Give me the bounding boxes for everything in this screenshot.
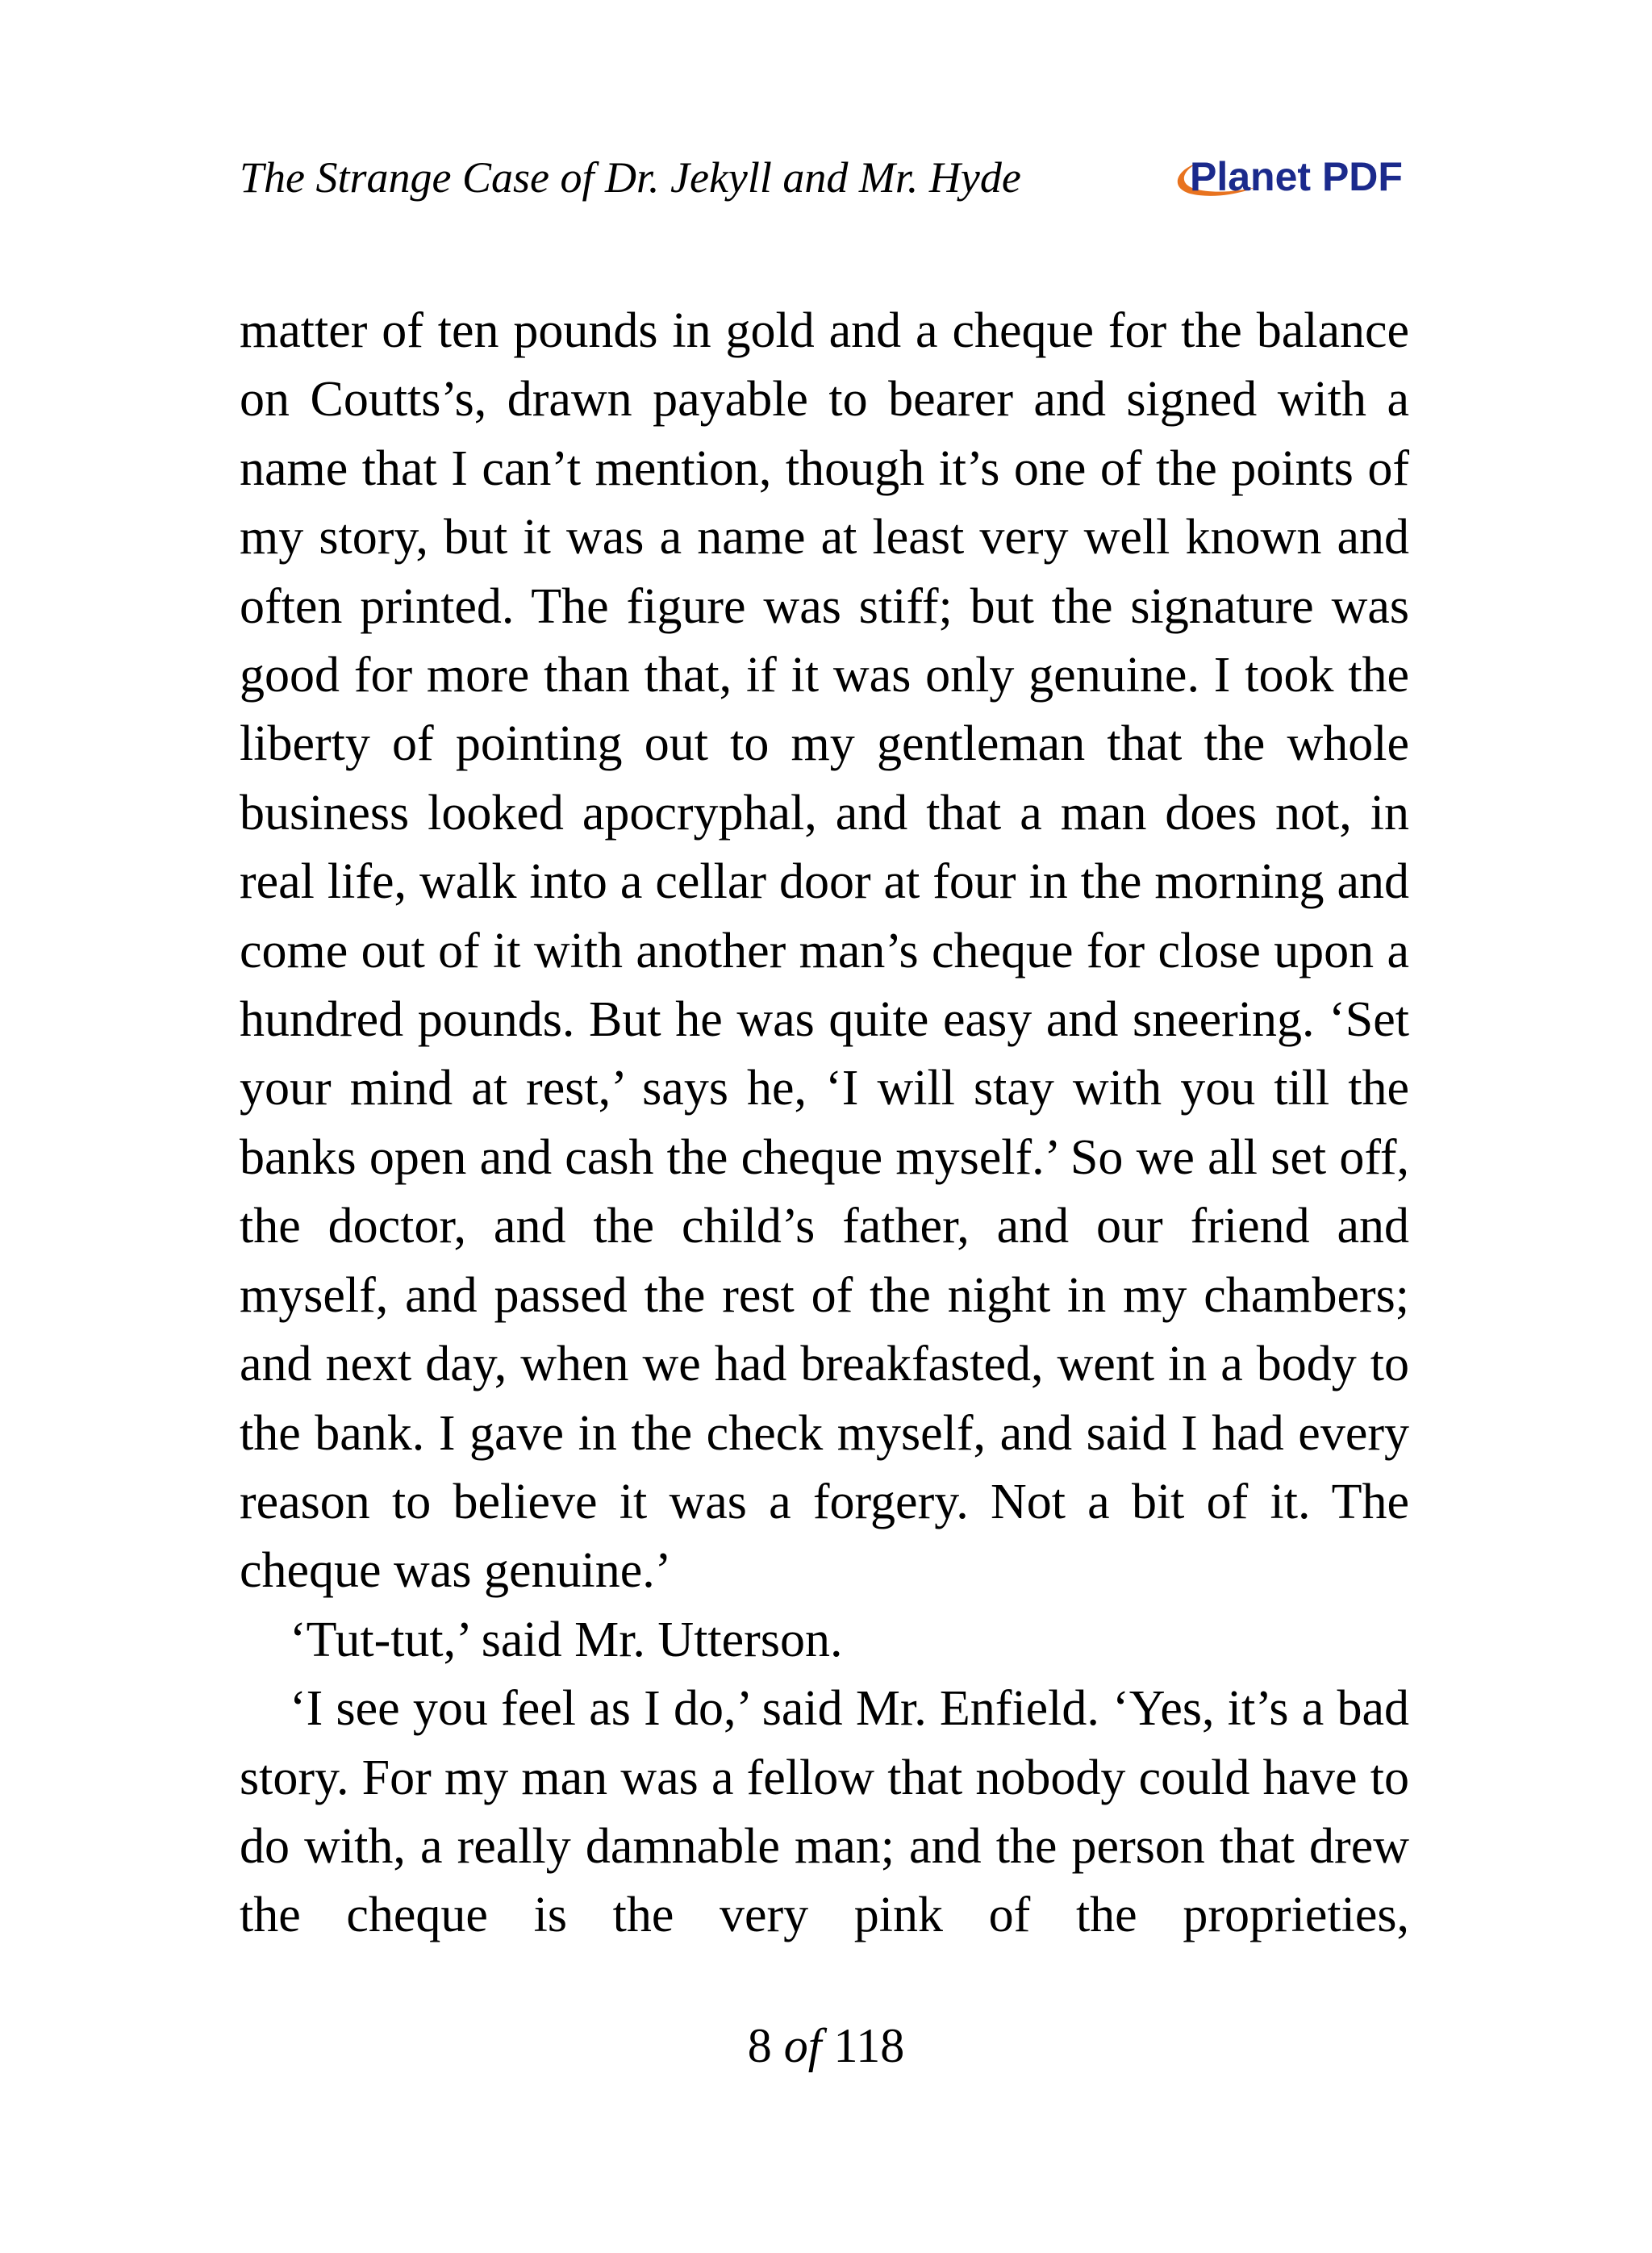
of-word: of [783, 2019, 822, 2072]
paragraph-3: ‘I see you feel as I do,’ said Mr. Enfield. ‘Yes, it’s a bad story. For my man was a fellow that nobody could have to do with, a really damnable man; and the person that drew the cheque is the very pink of the proprieties, [240, 1681, 1409, 1943]
planet-pdf-logo [1166, 152, 1416, 216]
total-pages: 118 [833, 2019, 905, 2072]
logo-text: Planet PDF [1190, 154, 1403, 199]
page-number [0, 2013, 1652, 2078]
current-page: 8 [747, 2019, 772, 2072]
body-text [240, 297, 1409, 1951]
paragraph-1: matter of ten pounds in gold and a cheque for the balance on Coutts’s, drawn payable to bearer and signed with a name that I can’t mention, though it’s one of the points of my story, but it was a name at least very well known and often printed. The figure was stiff; but the signature was good for more than that, if it was only genuine. I took the liberty of pointing out to my gentleman that the whole business looked apocryphal, and that a man does not, in real life, walk into a cellar door at four in the morning and come out of it with another man’s cheque for close upon a hundred pounds. But he was quite easy and sneering. ‘Set your mind at rest,’ says he, ‘I will stay with you till the banks open and cash the cheque myself.’ So we all set off, the doctor, and the child’s father, and our friend and myself, and passed the rest of the night in my chambers; and next day, when we had breakfasted, went in a body to the bank. I gave in the check myself, and said I had every reason to believe it was a forgery. Not a bit of it. The cheque was genuine.’ [240, 303, 1409, 1599]
running-title: The Strange Case of Dr. Jekyll and Mr. Hyde [240, 153, 1021, 202]
paragraph-2: ‘Tut-tut,’ said Mr. Utterson. [290, 1612, 843, 1667]
